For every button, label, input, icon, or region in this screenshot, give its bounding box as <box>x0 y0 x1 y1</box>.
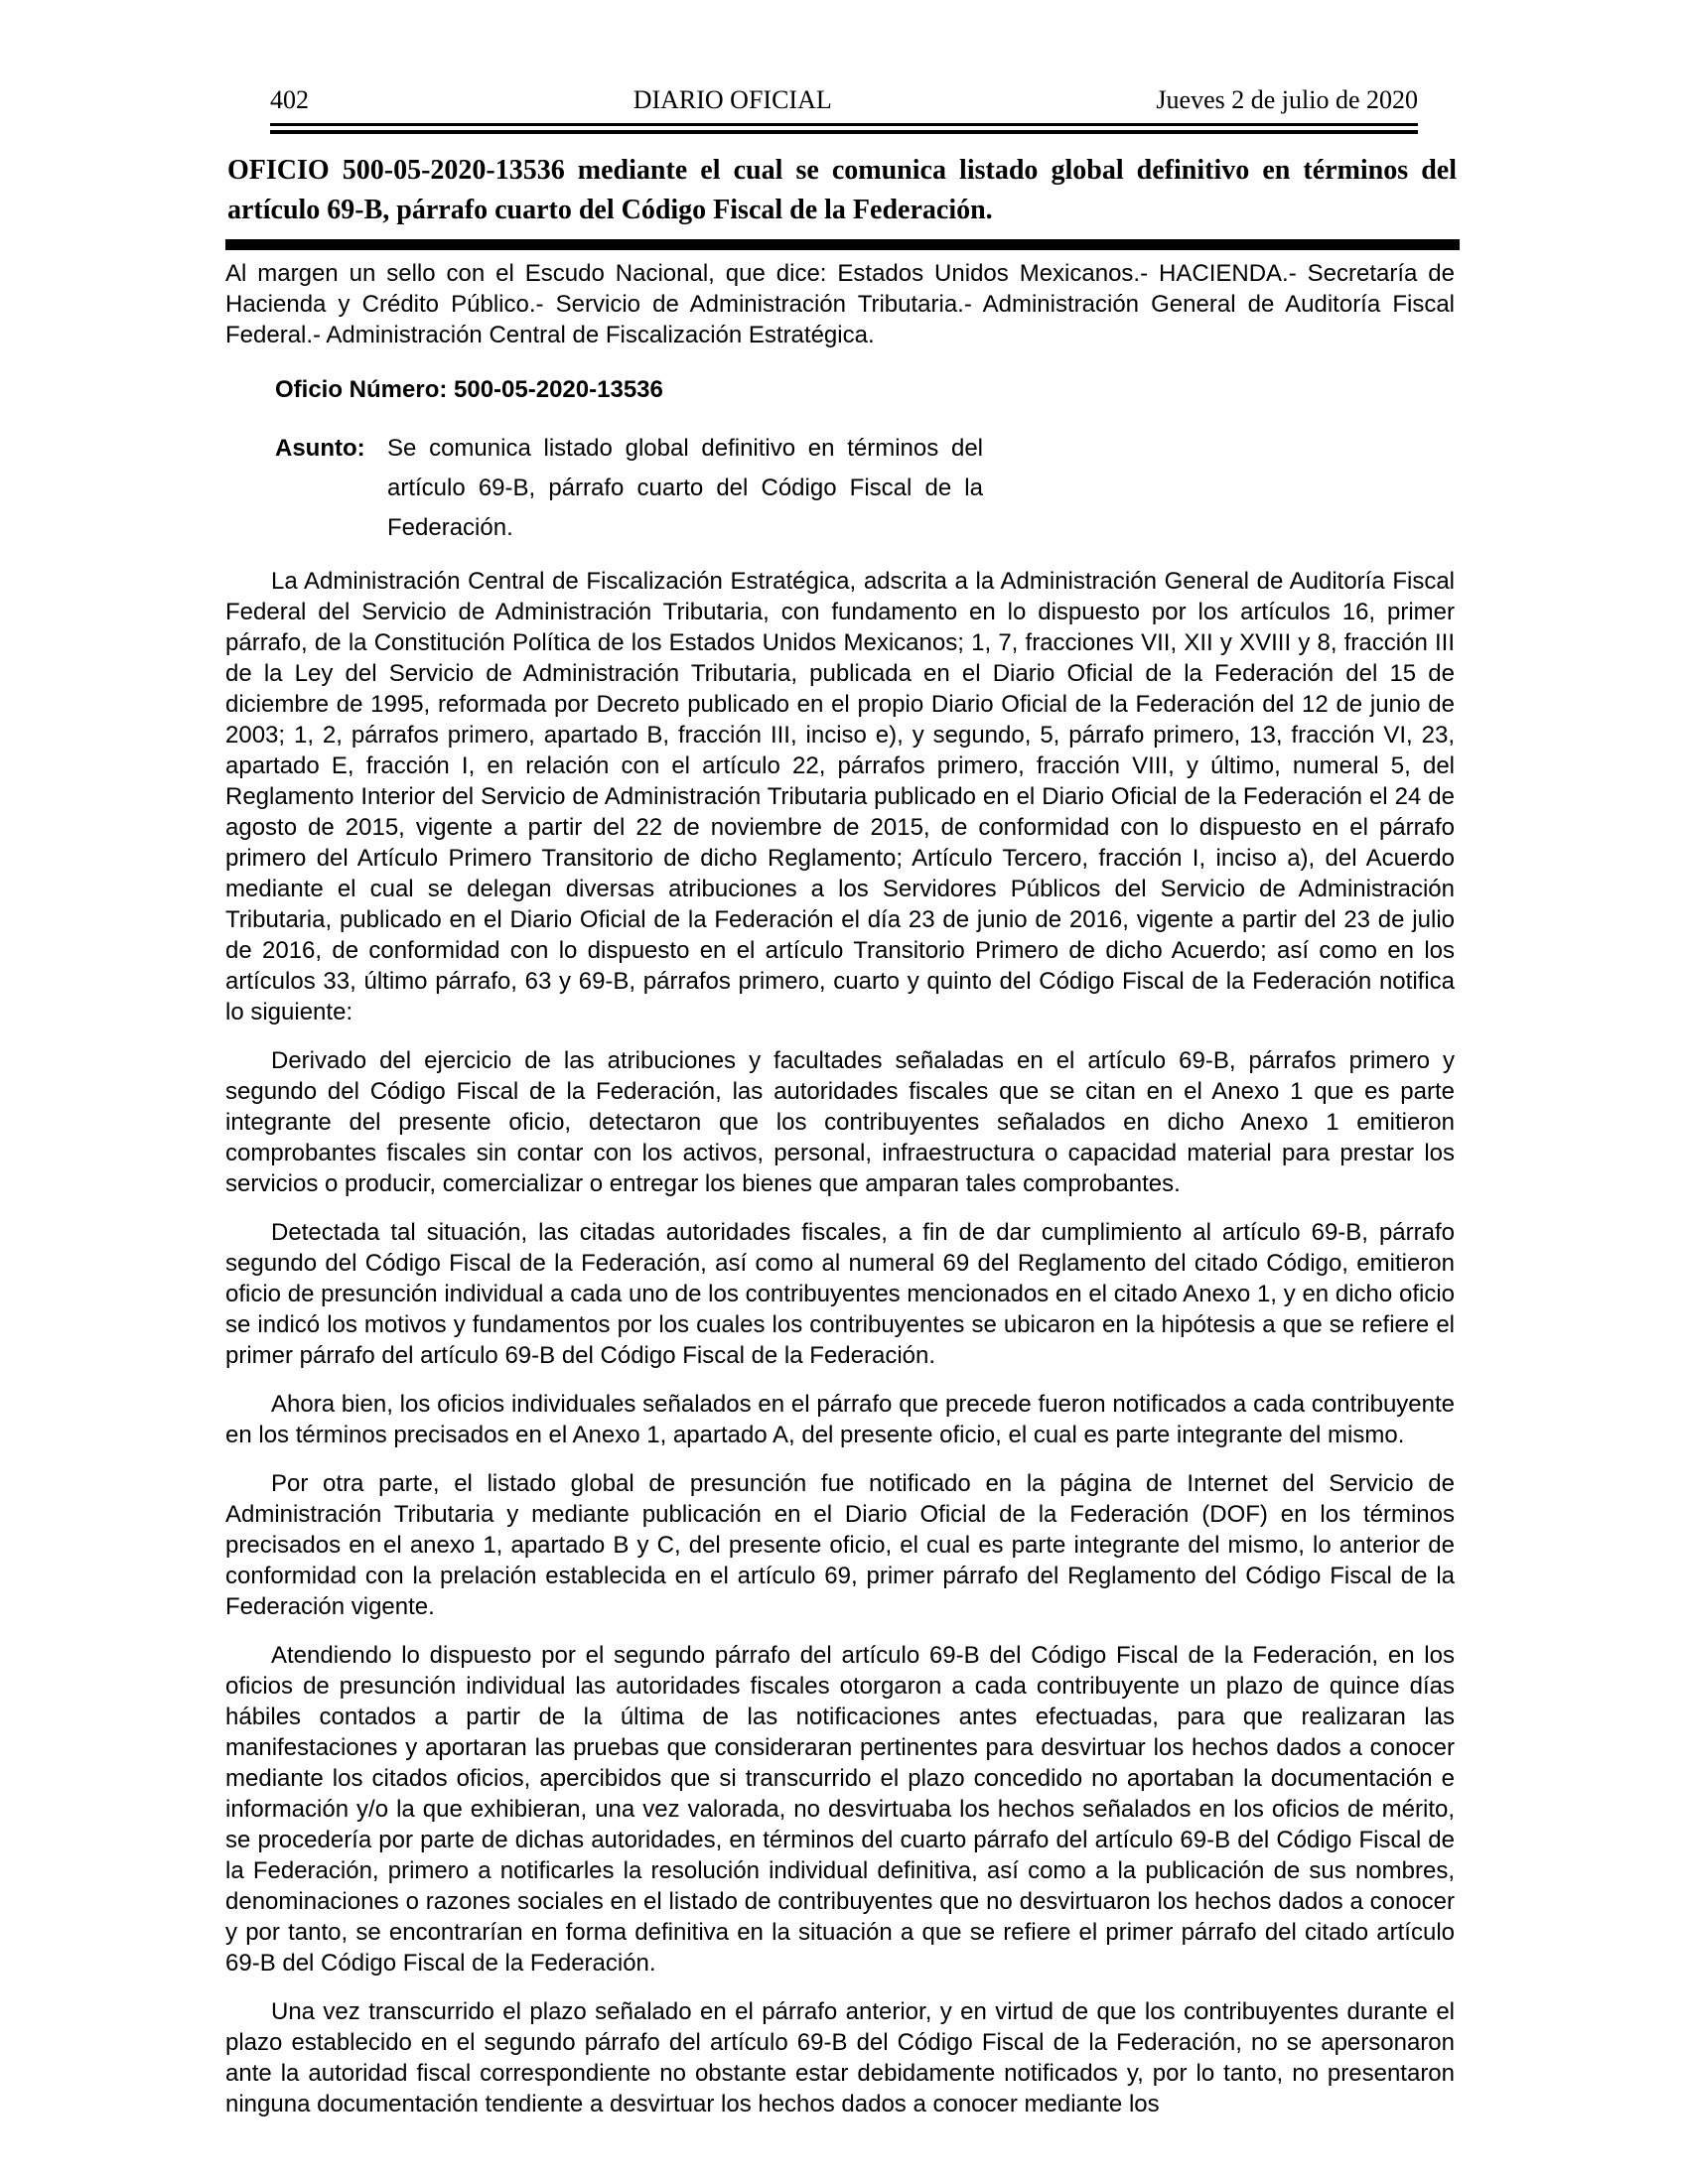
paragraph: Atendiendo lo dispuesto por el segundo párrafo del artículo 69-B del Código Fiscal de la Federación, en los oficios de presunción individual las autoridades fiscales otorgaron a cada contribuyente un plazo de quince días hábiles contados a partir de la última de las notificaciones antes efectuadas, para que realizaran las manifestaciones y aportaran las pruebas que consideraran pertinentes para desvirtuar los hechos dados a conocer mediante los citados oficios, apercibidos que si transcurrido el plazo concedido no aportaban la documentación e información y/o la que exhibieran, una vez valorada, no desvirtuaba los hechos señalados en los oficios de mérito, se procedería por parte de dichas autoridades, en términos del cuarto párrafo del artículo 69-B del Código Fiscal de la Federación, primero a notificarles la resolución individual definitiva, así como a la publicación de sus nombres, denominaciones o razones sociales en el listado de contribuyentes que no desvirtuaron los hechos dados a conocer y por tanto, se encontrarían en forma definitiva en la situación a que se refiere el primer párrafo del citado artículo 69-B del Código Fiscal de la Federación. <box>225 1642 1455 1977</box>
paragraph: Derivado del ejercicio de las atribuciones y facultades señaladas en el artículo 69-B, párrafos primero y segundo del Código Fiscal de la Federación, las autoridades fiscales que se citan en el Anexo 1 que es parte integrante del presente oficio, detectaron que los contribuyentes señalados en dicho Anexo 1 emitieron comprobantes fiscales sin contar con los activos, personal, infraestructura o capacidad material para prestar los servicios o producir, comercializar o entregar los bienes que amparan tales comprobantes. <box>225 1047 1455 1197</box>
body-paragraphs <box>225 566 1455 2119</box>
oficio-number-label: Oficio Número: <box>275 376 455 403</box>
asunto-text: Se comunica listado global definitivo en términos del artículo 69-B, párrafo cuarto del Código Fiscal de la Federación. <box>387 435 983 541</box>
margin-seal-note: Al margen un sello con el Escudo Nacional, que dice: Estados Unidos Mexicanos.- HACIENDA.- Secretaría de Hacienda y Crédito Público.- Servicio de Administración Tributaria.- Administración General de Auditoría Fiscal Federal.- Administración Central de Fiscalización Estratégica. <box>225 260 1455 348</box>
document-title: OFICIO 500-05-2020-13536 mediante el cual se comunica listado global definitivo en términos del artículo 69-B, párrafo cuarto del Código Fiscal de la Federación. <box>227 155 1457 225</box>
oficio-number-value: 500-05-2020-13536 <box>454 376 663 403</box>
header-double-rule <box>270 123 1418 134</box>
asunto-block <box>275 429 1455 548</box>
title-divider-bar <box>225 239 1460 250</box>
oficio-number-line <box>275 374 1455 405</box>
asunto-label: Asunto: <box>275 435 365 462</box>
issue-date: Jueves 2 de julio de 2020 <box>1156 85 1418 114</box>
paragraph: Detectada tal situación, las citadas autoridades fiscales, a fin de dar cumplimiento al artículo 69-B, párrafo segundo del Código Fiscal de la Federación, así como al numeral 69 del Reglamento del citado Código, emitieron oficio de presunción individual a cada uno de los contribuyentes mencionados en el citado Anexo 1, y en dicho oficio se indicó los motivos y fundamentos por los cuales los contribuyentes se ubicaron en la hipótesis a que se refiere el primer párrafo del artículo 69-B del Código Fiscal de la Federación. <box>225 1219 1455 1369</box>
page-number: 402 <box>270 85 309 114</box>
publication-name: DIARIO OFICIAL <box>633 85 832 114</box>
paragraph: Una vez transcurrido el plazo señalado en el párrafo anterior, y en virtud de que los contribuyentes durante el plazo establecido en el segundo párrafo del artículo 69-B del Código Fiscal de la Federación, no se apersonaron ante la autoridad fiscal correspondiente no obstante estar debidamente notificados y, por lo tanto, no presentaron ninguna documentación tendiente a desvirtuar los hechos dados a conocer mediante los <box>225 1998 1455 2117</box>
paragraph: Ahora bien, los oficios individuales señalados en el párrafo que precede fueron notificados a cada contribuyente en los términos precisados en el Anexo 1, apartado A, del presente oficio, el cual es parte integrante del mismo. <box>225 1391 1455 1448</box>
paragraph: Por otra parte, el listado global de presunción fue notificado en la página de Internet del Servicio de Administración Tributaria y mediante publicación en el Diario Oficial de la Federación (DOF) en los términos precisados en el anexo 1, apartado B y C, del presente oficio, el cual es parte integrante del mismo, lo anterior de conformidad con la prelación establecida en el artículo 69, primer párrafo del Reglamento del Código Fiscal de la Federación vigente. <box>225 1470 1455 1620</box>
document-body <box>225 258 1455 2119</box>
running-head <box>270 85 1418 115</box>
paragraph: La Administración Central de Fiscalización Estratégica, adscrita a la Administración General de Auditoría Fiscal Federal del Servicio de Administración Tributaria, con fundamento en lo dispuesto por los artículos 16, primer párrafo, de la Constitución Política de los Estados Unidos Mexicanos; 1, 7, fracciones VII, XII y XVIII y 8, fracción III de la Ley del Servicio de Administración Tributaria, publicada en el Diario Oficial de la Federación del 15 de diciembre de 1995, reformada por Decreto publicado en el propio Diario Oficial de la Federación del 12 de junio de 2003; 1, 2, párrafos primero, apartado B, fracción III, inciso e), y segundo, 5, párrafo primero, 13, fracción VI, 23, apartado E, fracción I, en relación con el artículo 22, párrafos primero, fracción VIII, y último, numeral 5, del Reglamento Interior del Servicio de Administración Tributaria publicado en el Diario Oficial de la Federación el 24 de agosto de 2015, vigente a partir del 22 de noviembre de 2015, de conformidad con lo dispuesto en el párrafo primero del Artículo Primero Transitorio de dicho Reglamento; Artículo Tercero, fracción I, inciso a), del Acuerdo mediante el cual se delegan diversas atribuciones a los Servidores Públicos del Servicio de Administración Tributaria, publicado en el Diario Oficial de la Federación el día 23 de junio de 2016, vigente a partir del 23 de julio de 2016, de conformidad con lo dispuesto en el artículo Transitorio Primero de dicho Acuerdo; así como en los artículos 33, último párrafo, 63 y 69-B, párrafos primero, cuarto y quinto del Código Fiscal de la Federación notifica lo siguiente: <box>225 568 1455 1025</box>
